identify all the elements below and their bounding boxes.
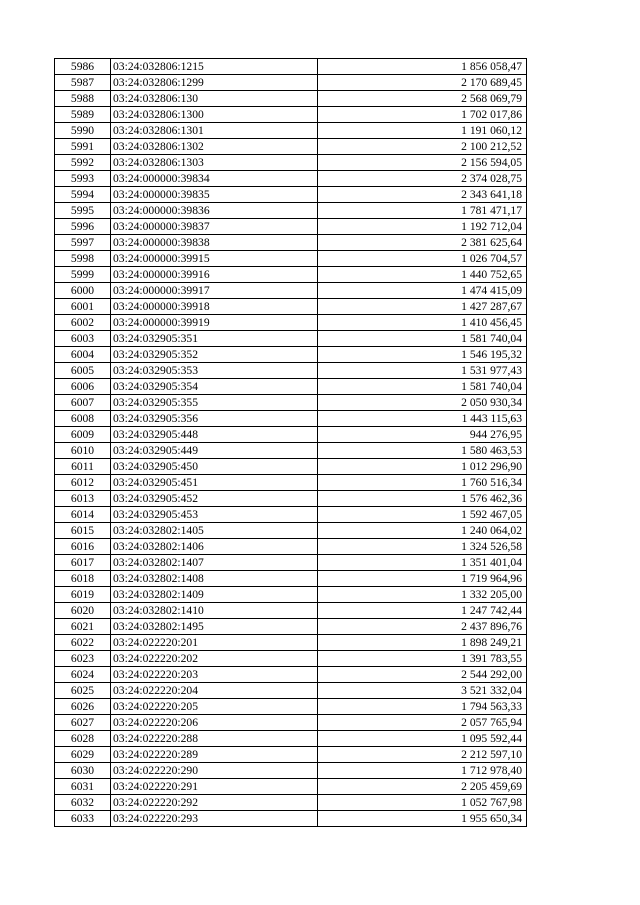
table-row — [55, 779, 527, 795]
table-row — [55, 267, 527, 283]
cadastral-number-cell: 03:24:022220:203 — [111, 667, 318, 683]
row-number-cell: 5993 — [55, 171, 111, 187]
table-row — [55, 475, 527, 491]
table-row — [55, 75, 527, 91]
cadastral-number-cell: 03:24:032905:450 — [111, 459, 318, 475]
row-number-cell: 6004 — [55, 347, 111, 363]
cadastral-number-cell: 03:24:000000:39836 — [111, 203, 318, 219]
cadastral-number-cell: 03:24:000000:39837 — [111, 219, 318, 235]
table-row — [55, 379, 527, 395]
row-number-cell: 5991 — [55, 139, 111, 155]
cadastral-number-cell: 03:24:032802:1408 — [111, 571, 318, 587]
value-cell: 1 898 249,21 — [318, 635, 527, 651]
value-cell: 1 192 712,04 — [318, 219, 527, 235]
row-number-cell: 5986 — [55, 59, 111, 75]
cadastral-number-cell: 03:24:022220:206 — [111, 715, 318, 731]
value-cell: 1 240 064,02 — [318, 523, 527, 539]
value-cell: 1 443 115,63 — [318, 411, 527, 427]
value-cell: 2 381 625,64 — [318, 235, 527, 251]
cadastral-number-cell: 03:24:032905:356 — [111, 411, 318, 427]
cadastral-number-cell: 03:24:032905:451 — [111, 475, 318, 491]
row-number-cell: 5999 — [55, 267, 111, 283]
value-cell: 1 581 740,04 — [318, 331, 527, 347]
table-body — [55, 59, 527, 827]
table-row — [55, 619, 527, 635]
value-cell: 1 546 195,32 — [318, 347, 527, 363]
table-row — [55, 299, 527, 315]
table-row — [55, 123, 527, 139]
value-cell: 1 247 742,44 — [318, 603, 527, 619]
row-number-cell: 6018 — [55, 571, 111, 587]
table-row — [55, 795, 527, 811]
row-number-cell: 6032 — [55, 795, 111, 811]
row-number-cell: 6006 — [55, 379, 111, 395]
value-cell: 1 592 467,05 — [318, 507, 527, 523]
table-row — [55, 187, 527, 203]
row-number-cell: 6019 — [55, 587, 111, 603]
table-row — [55, 603, 527, 619]
row-number-cell: 6007 — [55, 395, 111, 411]
row-number-cell: 6003 — [55, 331, 111, 347]
cadastral-number-cell: 03:24:032802:1410 — [111, 603, 318, 619]
row-number-cell: 6024 — [55, 667, 111, 683]
table-row — [55, 587, 527, 603]
value-cell: 1 410 456,45 — [318, 315, 527, 331]
cadastral-number-cell: 03:24:032802:1405 — [111, 523, 318, 539]
row-number-cell: 6005 — [55, 363, 111, 379]
table-row — [55, 251, 527, 267]
cadastral-number-cell: 03:24:032905:453 — [111, 507, 318, 523]
table-row — [55, 571, 527, 587]
value-cell: 2 544 292,00 — [318, 667, 527, 683]
row-number-cell: 6023 — [55, 651, 111, 667]
table-row — [55, 651, 527, 667]
value-cell: 1 531 977,43 — [318, 363, 527, 379]
cadastral-number-cell: 03:24:032905:449 — [111, 443, 318, 459]
row-number-cell: 6021 — [55, 619, 111, 635]
row-number-cell: 6008 — [55, 411, 111, 427]
row-number-cell: 5998 — [55, 251, 111, 267]
table-row — [55, 539, 527, 555]
table-row — [55, 315, 527, 331]
cadastral-number-cell: 03:24:032802:1495 — [111, 619, 318, 635]
value-cell: 1 332 205,00 — [318, 587, 527, 603]
row-number-cell: 5989 — [55, 107, 111, 123]
value-cell: 1 781 471,17 — [318, 203, 527, 219]
row-number-cell: 6009 — [55, 427, 111, 443]
value-cell: 1 052 767,98 — [318, 795, 527, 811]
cadastral-number-cell: 03:24:032905:354 — [111, 379, 318, 395]
value-cell: 1 427 287,67 — [318, 299, 527, 315]
cadastral-number-cell: 03:24:000000:39835 — [111, 187, 318, 203]
value-cell: 1 474 415,09 — [318, 283, 527, 299]
cadastral-number-cell: 03:24:022220:289 — [111, 747, 318, 763]
table-row — [55, 219, 527, 235]
table-row — [55, 443, 527, 459]
row-number-cell: 6016 — [55, 539, 111, 555]
table-row — [55, 59, 527, 75]
table-row — [55, 107, 527, 123]
value-cell: 1 440 752,65 — [318, 267, 527, 283]
value-cell: 2 343 641,18 — [318, 187, 527, 203]
table-row — [55, 715, 527, 731]
value-cell: 1 191 060,12 — [318, 123, 527, 139]
value-cell: 2 057 765,94 — [318, 715, 527, 731]
cadastral-number-cell: 03:24:032806:1301 — [111, 123, 318, 139]
row-number-cell: 6000 — [55, 283, 111, 299]
table-row — [55, 395, 527, 411]
row-number-cell: 6002 — [55, 315, 111, 331]
cadastral-number-cell: 03:24:032806:1303 — [111, 155, 318, 171]
row-number-cell: 6028 — [55, 731, 111, 747]
row-number-cell: 6027 — [55, 715, 111, 731]
cadastral-number-cell: 03:24:032806:130 — [111, 91, 318, 107]
value-cell: 1 324 526,58 — [318, 539, 527, 555]
table-row — [55, 523, 527, 539]
row-number-cell: 6025 — [55, 683, 111, 699]
cadastral-number-cell: 03:24:032802:1407 — [111, 555, 318, 571]
data-table — [54, 58, 527, 827]
table-row — [55, 203, 527, 219]
table-row — [55, 235, 527, 251]
cadastral-number-cell: 03:24:022220:201 — [111, 635, 318, 651]
value-cell: 1 702 017,86 — [318, 107, 527, 123]
table-row — [55, 427, 527, 443]
table-row — [55, 507, 527, 523]
row-number-cell: 6026 — [55, 699, 111, 715]
row-number-cell: 6022 — [55, 635, 111, 651]
cadastral-number-cell: 03:24:022220:293 — [111, 811, 318, 827]
table-row — [55, 811, 527, 827]
row-number-cell: 6013 — [55, 491, 111, 507]
value-cell: 1 955 650,34 — [318, 811, 527, 827]
value-cell: 3 521 332,04 — [318, 683, 527, 699]
value-cell: 1 581 740,04 — [318, 379, 527, 395]
value-cell: 2 212 597,10 — [318, 747, 527, 763]
value-cell: 2 156 594,05 — [318, 155, 527, 171]
row-number-cell: 6033 — [55, 811, 111, 827]
cadastral-number-cell: 03:24:032905:353 — [111, 363, 318, 379]
cadastral-number-cell: 03:24:032802:1406 — [111, 539, 318, 555]
row-number-cell: 6020 — [55, 603, 111, 619]
table-row — [55, 731, 527, 747]
table-row — [55, 171, 527, 187]
table-row — [55, 747, 527, 763]
cadastral-number-cell: 03:24:000000:39838 — [111, 235, 318, 251]
table-row — [55, 763, 527, 779]
row-number-cell: 6017 — [55, 555, 111, 571]
cadastral-number-cell: 03:24:032905:351 — [111, 331, 318, 347]
value-cell: 2 374 028,75 — [318, 171, 527, 187]
table-row — [55, 683, 527, 699]
row-number-cell: 6015 — [55, 523, 111, 539]
row-number-cell: 5990 — [55, 123, 111, 139]
cadastral-number-cell: 03:24:000000:39834 — [111, 171, 318, 187]
cadastral-number-cell: 03:24:022220:205 — [111, 699, 318, 715]
row-number-cell: 5992 — [55, 155, 111, 171]
row-number-cell: 5994 — [55, 187, 111, 203]
value-cell: 1 719 964,96 — [318, 571, 527, 587]
value-cell: 1 095 592,44 — [318, 731, 527, 747]
row-number-cell: 6014 — [55, 507, 111, 523]
row-number-cell: 6030 — [55, 763, 111, 779]
cadastral-number-cell: 03:24:032905:352 — [111, 347, 318, 363]
row-number-cell: 5988 — [55, 91, 111, 107]
value-cell: 1 026 704,57 — [318, 251, 527, 267]
value-cell: 2 050 930,34 — [318, 395, 527, 411]
table-row — [55, 555, 527, 571]
cadastral-number-cell: 03:24:022220:292 — [111, 795, 318, 811]
table-row — [55, 699, 527, 715]
cadastral-number-cell: 03:24:032905:452 — [111, 491, 318, 507]
value-cell: 2 170 689,45 — [318, 75, 527, 91]
row-number-cell: 6012 — [55, 475, 111, 491]
value-cell: 2 437 896,76 — [318, 619, 527, 635]
table-row — [55, 635, 527, 651]
table-row — [55, 363, 527, 379]
cadastral-number-cell: 03:24:022220:288 — [111, 731, 318, 747]
row-number-cell: 5995 — [55, 203, 111, 219]
cadastral-number-cell: 03:24:032806:1299 — [111, 75, 318, 91]
row-number-cell: 6011 — [55, 459, 111, 475]
row-number-cell: 5987 — [55, 75, 111, 91]
value-cell: 1 794 563,33 — [318, 699, 527, 715]
cadastral-number-cell: 03:24:000000:39917 — [111, 283, 318, 299]
cadastral-number-cell: 03:24:032802:1409 — [111, 587, 318, 603]
table-row — [55, 331, 527, 347]
cadastral-number-cell: 03:24:022220:290 — [111, 763, 318, 779]
cadastral-number-cell: 03:24:032905:448 — [111, 427, 318, 443]
row-number-cell: 6010 — [55, 443, 111, 459]
value-cell: 1 576 462,36 — [318, 491, 527, 507]
value-cell: 2 568 069,79 — [318, 91, 527, 107]
row-number-cell: 6001 — [55, 299, 111, 315]
row-number-cell: 6031 — [55, 779, 111, 795]
table-row — [55, 283, 527, 299]
table-row — [55, 139, 527, 155]
table-row — [55, 491, 527, 507]
value-cell: 1 856 058,47 — [318, 59, 527, 75]
table-row — [55, 91, 527, 107]
cadastral-number-cell: 03:24:000000:39916 — [111, 267, 318, 283]
row-number-cell: 6029 — [55, 747, 111, 763]
row-number-cell: 5997 — [55, 235, 111, 251]
value-cell: 1 580 463,53 — [318, 443, 527, 459]
cadastral-number-cell: 03:24:000000:39915 — [111, 251, 318, 267]
cadastral-number-cell: 03:24:032806:1302 — [111, 139, 318, 155]
value-cell: 944 276,95 — [318, 427, 527, 443]
value-cell: 1 351 401,04 — [318, 555, 527, 571]
cadastral-number-cell: 03:24:032806:1300 — [111, 107, 318, 123]
value-cell: 1 391 783,55 — [318, 651, 527, 667]
cadastral-number-cell: 03:24:032905:355 — [111, 395, 318, 411]
value-cell: 1 012 296,90 — [318, 459, 527, 475]
cadastral-number-cell: 03:24:000000:39918 — [111, 299, 318, 315]
table-row — [55, 459, 527, 475]
cadastral-number-cell: 03:24:000000:39919 — [111, 315, 318, 331]
value-cell: 2 100 212,52 — [318, 139, 527, 155]
table-row — [55, 667, 527, 683]
cadastral-number-cell: 03:24:022220:202 — [111, 651, 318, 667]
table-row — [55, 155, 527, 171]
table-row — [55, 411, 527, 427]
cadastral-number-cell: 03:24:032806:1215 — [111, 59, 318, 75]
value-cell: 1 760 516,34 — [318, 475, 527, 491]
table-row — [55, 347, 527, 363]
row-number-cell: 5996 — [55, 219, 111, 235]
cadastral-number-cell: 03:24:022220:291 — [111, 779, 318, 795]
value-cell: 2 205 459,69 — [318, 779, 527, 795]
cadastral-number-cell: 03:24:022220:204 — [111, 683, 318, 699]
value-cell: 1 712 978,40 — [318, 763, 527, 779]
